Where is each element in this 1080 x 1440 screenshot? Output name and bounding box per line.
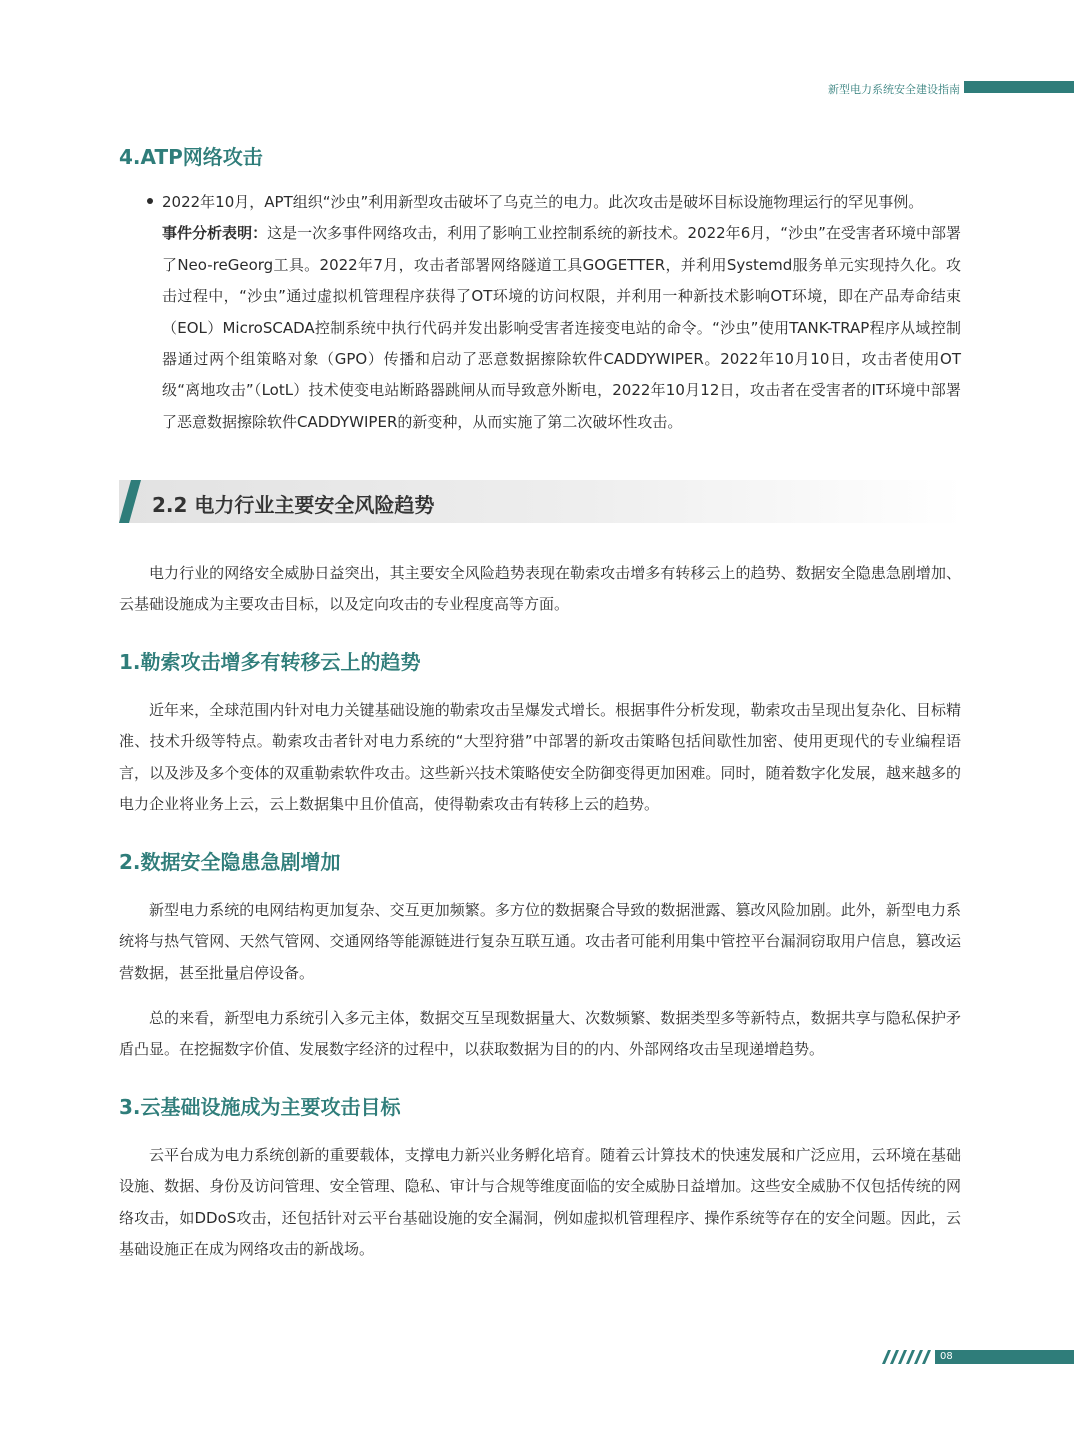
- s2-paragraph-2: 总的来看，新型电力系统引入多元主体，数据交互呈现数据量大、次数频繁、数据类型多等新特点，数据共享与隐私保护矛盾凸显。在挖掘数字价值、发展数字经济的过程中，以获取数据为目的的内、外部网络攻击呈现递增趋势。: [119, 1009, 961, 1059]
- footer-accent-bar: [935, 1350, 1074, 1364]
- atp-bullet-rest: 这是一次多事件网络攻击，利用了影响工业控制系统的新技术。2022年6月，“沙虫”在受害者环境中部署了Neo-reGeorg工具。2022年7月，攻击者部署网络隧道工具GOGETTER，并利用Systemd服务单元实现持久化。攻击过程中，“沙虫”通过虚拟机管理程序获得了OT环境的访问权限，并利用一种新技术影响OT环境，即在产品寿命结束（EOL）MicroSCADA控制系统中执行代码并发出影响受害者连接变电站的命令。“沙虫”使用TANK-TRAP程序从域控制器通过两个组策略对象（GPO）传播和启动了恶意数据擦除软件CADDYWIPER。2022年10月10日，攻击者使用OT级“离地攻击”（LotL）技术使变电站断路器跳闸从而导致意外断电，2022年10月12日，攻击者在受害者的IT环境中部署了恶意数据擦除软件CADDYWIPER的新变种，从而实施了第二次破坏性攻击。: [162, 224, 961, 431]
- s3-heading: 3.云基础设施成为主要攻击目标: [119, 1095, 401, 1119]
- section-marker-icon: [119, 480, 141, 523]
- s2-paragraph-1: 新型电力系统的电网结构更加复杂、交互更加频繁。多方位的数据聚合导致的数据泄露、篡改风险加剧。此外，新型电力系统将与热气管网、天然气管网、交通网络等能源链进行复杂互联互通。攻击者可能利用集中管控平台漏洞窃取用户信息，篡改运营数据，甚至批量启停设备。: [119, 901, 961, 982]
- s3-paragraph: 云平台成为电力系统创新的重要载体，支撑电力新兴业务孵化培育。随着云计算技术的快速发展和广泛应用，云环境在基础设施、数据、身份及访问管理、安全管理、隐私、审计与合规等维度面临的安全威胁日益增加。这些安全威胁不仅包括传统的网络攻击，如DDoS攻击，还包括针对云平台基础设施的安全漏洞，例如虚拟机管理程序、操作系统等存在的安全问题。因此，云基础设施正在成为网络攻击的新战场。: [119, 1146, 961, 1259]
- atp-bullet: [147, 187, 961, 438]
- s1-paragraph: 近年来，全球范围内针对电力关键基础设施的勒索攻击呈爆发式增长。根据事件分析发现，勒索攻击呈现出复杂化、目标精准、技术升级等特点。勒索攻击者针对电力系统的“大型狩猎”中部署的新攻击策略包括间歇性加密、使用更现代的专业编程语言，以及涉及多个变体的双重勒索软件攻击。这些新兴技术策略使安全防御变得更加困难。同时，随着数字化发展，越来越多的电力企业将业务上云，云上数据集中且价值高，使得勒索攻击有转移上云的趋势。: [119, 701, 961, 814]
- atp-bullet-line1: 2022年10月，APT组织“沙虫”利用新型攻击破坏了乌克兰的电力。此次攻击是破坏目标设施物理运行的罕见事例。: [162, 193, 924, 211]
- header-accent-bar: [964, 81, 1074, 93]
- s2-heading: 2.数据安全隐患急剧增加: [119, 850, 341, 874]
- bullet-dot-icon: [147, 198, 153, 204]
- footer-stripes-icon: [882, 1350, 937, 1364]
- s1-heading: 1.勒索攻击增多有转移云上的趋势: [119, 650, 421, 674]
- section-title: 2.2 电力行业主要安全风险趋势: [152, 493, 435, 517]
- atp-heading: 4.ATP网络攻击: [119, 145, 263, 169]
- atp-bullet-label: 事件分析表明：: [162, 224, 268, 243]
- page-number: 08: [940, 1351, 953, 1362]
- section-intro: 电力行业的网络安全威胁日益突出，其主要安全风险趋势表现在勒索攻击增多有转移云上的趋势、数据安全隐患急剧增加、云基础设施成为主要攻击目标，以及定向攻击的专业程度高等方面。: [119, 564, 961, 614]
- running-header-title: 新型电力系统安全建设指南: [828, 83, 960, 96]
- atp-bullet-text: [162, 187, 961, 438]
